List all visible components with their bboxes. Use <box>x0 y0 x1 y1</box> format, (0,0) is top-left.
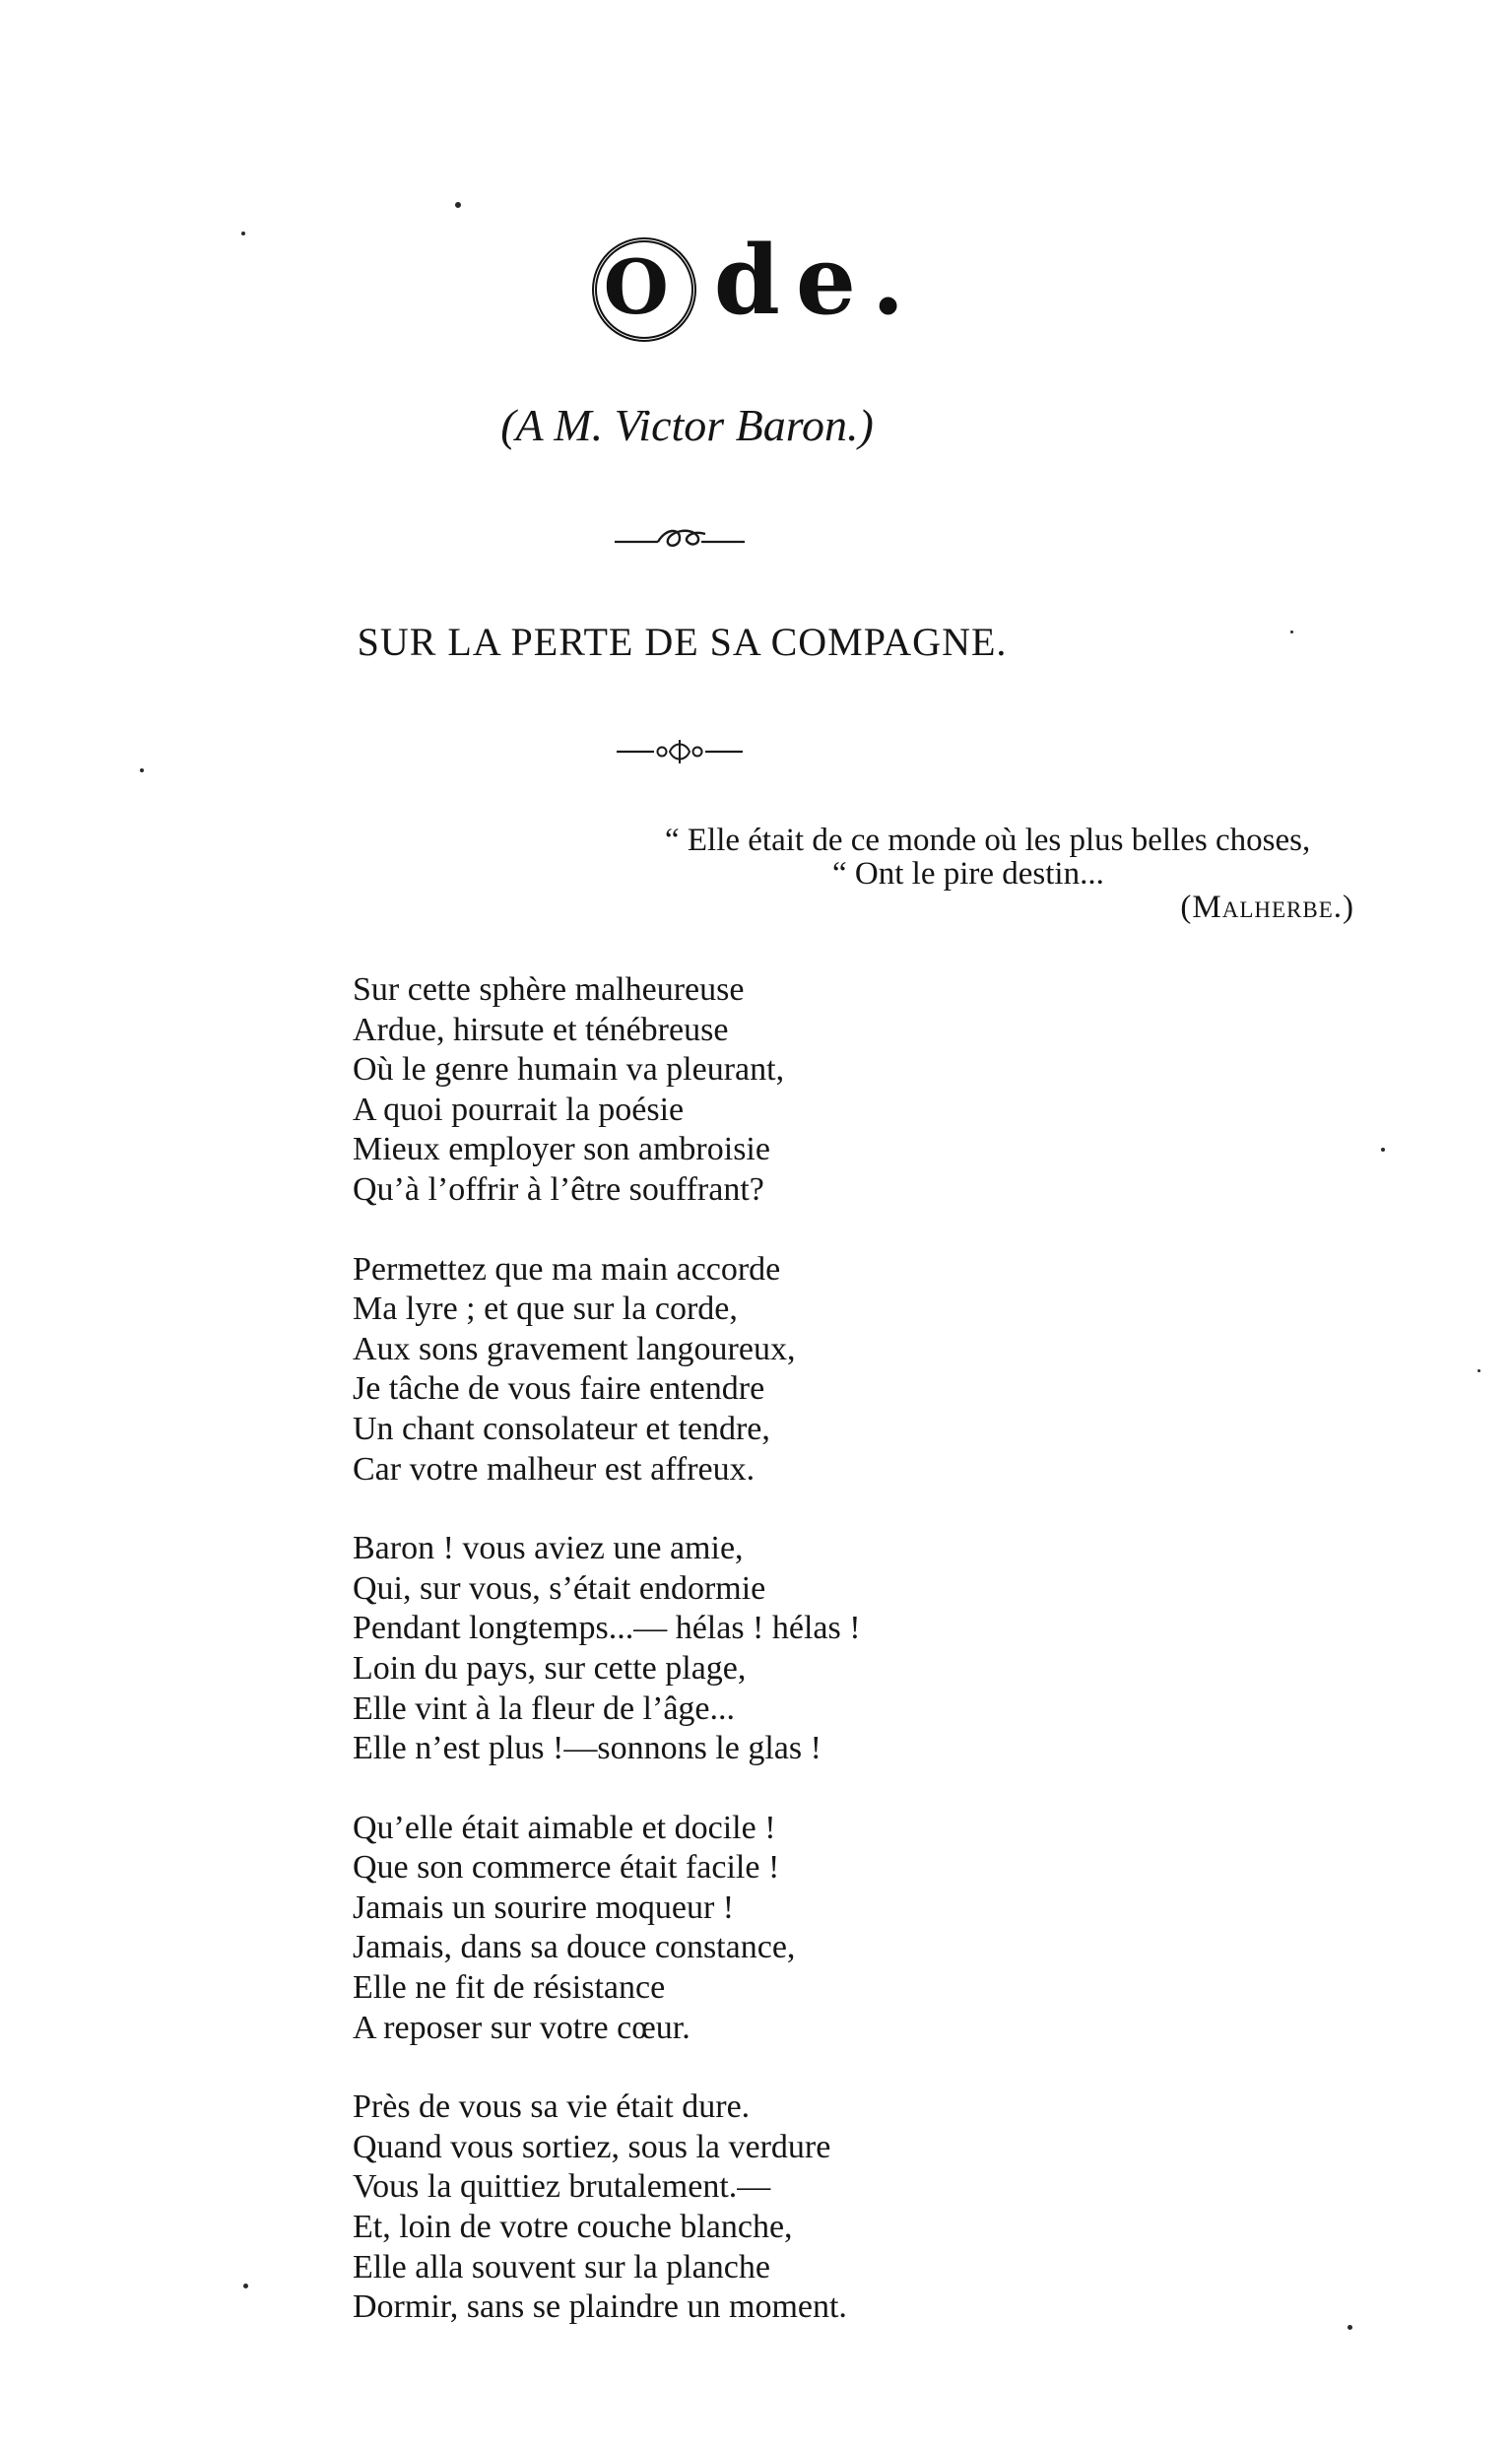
verse-line: Aux sons gravement langoureux, <box>353 1330 796 1367</box>
print-speck <box>1348 2325 1352 2330</box>
verse-line: Elle vint à la fleur de l’âge... <box>353 1689 735 1727</box>
subtitle: SUR LA PERTE DE SA COMPAGNE. <box>357 620 1008 664</box>
verse-line: Près de vous sa vie était dure. <box>353 2088 751 2126</box>
stanza-1 <box>353 970 1141 1211</box>
print-speck <box>1381 1148 1385 1152</box>
verse-line: Qui, sur vous, s’était endormie <box>353 1569 766 1607</box>
verse-line: Quand vous sortiez, sous la verdure <box>353 2128 831 2165</box>
verse-line: Sur cette sphère malheureuse <box>353 971 745 1008</box>
verse-line: Loin du pays, sur cette plage, <box>353 1649 747 1687</box>
poem-title <box>0 225 1512 342</box>
verse-line: Que son commerce était facile ! <box>353 1849 780 1887</box>
stanza-2 <box>353 1250 1141 1490</box>
verse-line: Et, loin de votre couche blanche, <box>353 2209 793 2246</box>
verse-line: Vous la quittiez brutalement.— <box>353 2168 771 2206</box>
title-initial: O <box>592 237 696 342</box>
verse-line: Je tâche de vous faire entendre <box>353 1370 765 1408</box>
epigraph-line: “ Ont le pire destin... <box>832 856 1104 892</box>
verse-line: Permettez que ma main accorde <box>353 1250 781 1288</box>
verse-line: Ardue, hirsute et ténébreuse <box>353 1011 729 1048</box>
verse-line: Elle ne fit de résistance <box>353 1969 666 2007</box>
verse-line: Où le genre humain va pleurant, <box>353 1051 785 1089</box>
verse-line: Qu’à l’offrir à l’être souffrant? <box>353 1170 764 1208</box>
stanza-3 <box>353 1529 1141 1769</box>
print-speck <box>243 2284 248 2288</box>
verse-line: Pendant longtemps...— hélas ! hélas ! <box>353 1610 861 1647</box>
verse-line: A quoi pourrait la poésie <box>353 1091 685 1128</box>
epigraph-source: (Malherbe.) <box>1180 890 1354 925</box>
divider-icon <box>611 734 749 769</box>
title-rest: de. <box>713 225 921 336</box>
print-speck <box>1478 1369 1480 1372</box>
print-speck <box>455 202 461 208</box>
flourish-icon <box>611 520 749 556</box>
stanza-5 <box>353 2087 1141 2328</box>
verse-line: Mieux employer son ambroisie <box>353 1131 770 1168</box>
verse-line: Jamais, dans sa douce constance, <box>353 1929 796 1966</box>
print-speck <box>140 768 144 772</box>
verse-line: Un chant consolateur et tendre, <box>353 1410 770 1447</box>
flourish-ornament <box>611 520 749 556</box>
stanza-4 <box>353 1809 1141 2049</box>
verse-line: A reposer sur votre cœur. <box>353 2009 690 2046</box>
verse-line: Qu’elle était aimable et docile ! <box>353 1809 776 1846</box>
dedication: (A M. Victor Baron.) <box>500 400 874 450</box>
verse-line: Car votre malheur est affreux. <box>353 1450 756 1488</box>
verse-line: Jamais un sourire moqueur ! <box>353 1888 735 1926</box>
epigraph <box>665 824 1354 924</box>
verse-line: Elle n’est plus !—sonnons le glas ! <box>353 1730 822 1767</box>
verse-line: Elle alla souvent sur la planche <box>353 2248 770 2285</box>
verse-line: Dormir, sans se plaindre un moment. <box>353 2288 847 2326</box>
divider-ornament <box>611 734 749 769</box>
print-speck <box>1290 630 1293 633</box>
verse-line: Baron ! vous aviez une amie, <box>353 1530 744 1567</box>
verse-line: Ma lyre ; et que sur la corde, <box>353 1291 738 1328</box>
poem-body <box>353 970 1141 2367</box>
print-speck <box>241 232 245 235</box>
epigraph-line: “ Elle était de ce monde où les plus belles choses, <box>665 823 1311 858</box>
